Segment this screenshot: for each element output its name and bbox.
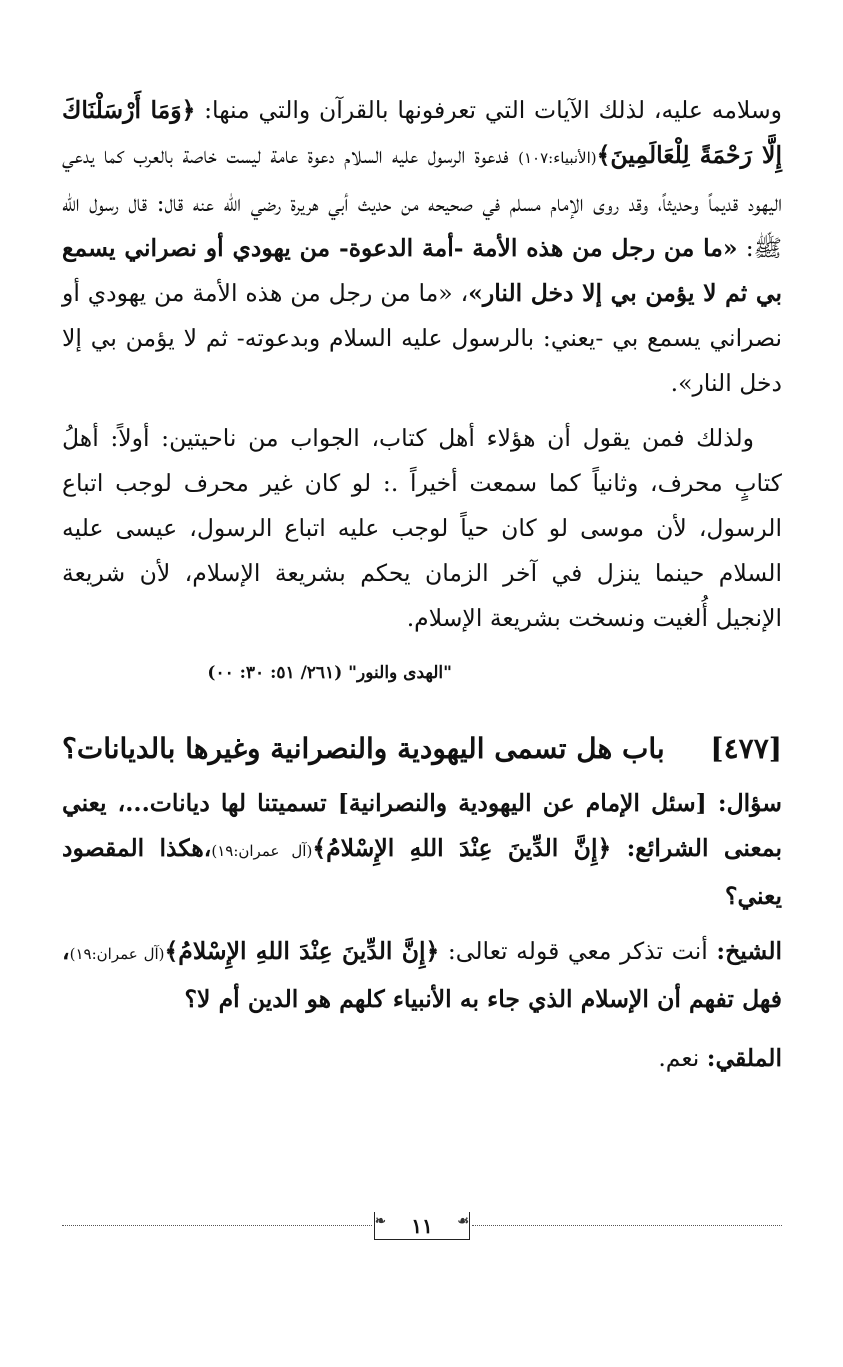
verse-reference: (الأنبياء:١٠٧) — [518, 149, 597, 167]
paragraph-1-middle: فدعوة الرسول عليه السلام دعوة عامة ليست خاصة بالعرب كما يدعي اليهود قديماً وحديثاً، وقد روى الإمام مسلم في صحيحه من حديث أبي هريرة رضي الله عنه قال: قال رسول الله ﷺ: — [62, 141, 783, 262]
source-citation: "الهدى والنور" (٢٦١/ ٥١: ٣٠: ٠٠) — [207, 663, 452, 683]
page-body — [62, 88, 782, 1081]
answer-tail: ، فهل تفهم أن الإسلام الذي جاء به الأنبياء كلهم هو الدين أم لا؟ — [62, 937, 782, 1013]
footer-divider-left — [62, 1225, 372, 1226]
answer-verse-reference: (آل عمران:١٩) — [69, 945, 165, 963]
page-footer — [62, 1210, 782, 1240]
section-number: [٤٧٧] — [710, 732, 782, 765]
section-title: باب هل تسمى اليهودية والنصرانية وغيرها بالديانات؟ — [62, 732, 665, 765]
section-heading — [62, 727, 782, 771]
reply-text: نعم. — [658, 1044, 707, 1072]
paragraph-1 — [62, 88, 782, 406]
question-speaker: سؤال: — [717, 789, 782, 817]
footer-divider-right — [472, 1225, 782, 1226]
page-number: ١١ — [411, 1214, 433, 1238]
quran-verse: ﴿وَمَا أَرْسَلْنَاكَ إِلَّا رَحْمَةً لِلْعَالَمِينَ﴾ — [62, 96, 782, 169]
ornament-right-icon: ☙ — [457, 1214, 469, 1229]
ornament-left-icon: ❧ — [375, 1214, 386, 1229]
reply-speaker: الملقي: — [706, 1044, 782, 1072]
question-verse: ﴿إِنَّ الدِّينَ عِنْدَ اللهِ الإِسْلامُ﴾ — [312, 834, 612, 862]
page-number-frame — [374, 1212, 470, 1240]
reply-paragraph — [62, 1036, 782, 1081]
paragraph-1-lead: وسلامه عليه، لذلك الآيات التي تعرفونها بالقرآن والتي منها: — [195, 96, 782, 124]
question-tail: ،هكذا المقصود يعني؟ — [62, 834, 782, 910]
answer-text: أنت تذكر معي قوله تعالى: — [439, 937, 717, 965]
paragraph-2: ولذلك فمن يقول أن هؤلاء أهل كتاب، الجواب من ناحيتين: أولاً: أهلُ كتابٍ محرف، وثانياً كما سمعت أخيراً .: لو كان غير محرف لوجب اتباع الرسول، لأن موسى لو كان حياً لوجب عليه اتباع الرسول، عيسى عليه السلام حينما ينزل في آخر الزمان يحكم بشريعة الإسلام، لأن شريعة الإنجيل أُلغيت ونسخت بشريعة الإسلام. — [62, 424, 782, 632]
answer-verse: ﴿إِنَّ الدِّينَ عِنْدَ اللهِ الإِسْلامُ﴾ — [164, 937, 440, 965]
answer-speaker: الشيخ: — [716, 937, 783, 965]
question-paragraph — [62, 781, 782, 919]
question-verse-reference: (آل عمران:١٩) — [211, 842, 313, 860]
paragraph-1-tail: ، «ما من رجل من هذه الأمة من يهودي أو نصراني يسمع بي -يعني: بالرسول عليه السلام وبدعوته- ثم لا يؤمن بي إلا دخل النار». — [62, 279, 782, 397]
answer-paragraph — [62, 929, 782, 1022]
hadith-quote: «ما من رجل من هذه الأمة -أمة الدعوة- من يهودي أو نصراني يسمع بي ثم لا يؤمن بي إلا دخل النار» — [62, 234, 782, 307]
question-text: [سئل الإمام عن اليهودية والنصرانية] تسميتنا لها ديانات...، يعني بمعنى الشرائع: — [62, 789, 782, 862]
